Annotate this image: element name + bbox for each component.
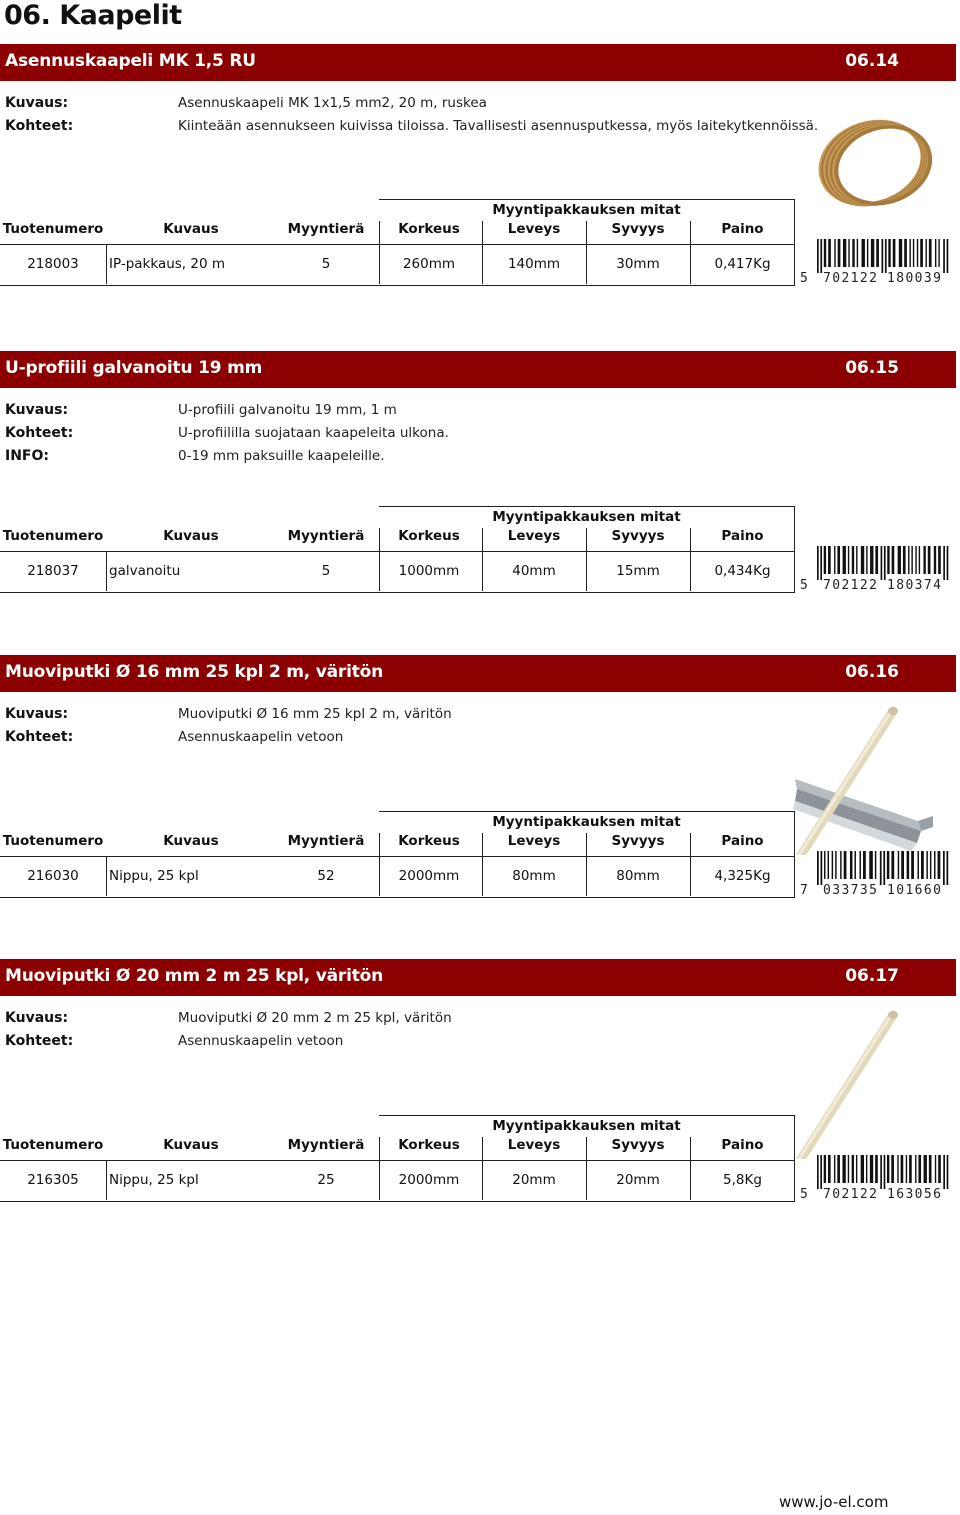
kohteet-label: Kohteet: [5, 729, 74, 745]
column-header-leveys: Leveys [507, 833, 561, 849]
kuvaus-label: Kuvaus: [5, 706, 69, 722]
column-header-syvyys: Syvyys [611, 1137, 665, 1153]
cell-leveys: 20mm [512, 1172, 556, 1188]
table-header-row [0, 528, 795, 548]
cell-tuotenumero: 218037 [27, 563, 79, 579]
cell-korkeus: 1000mm [398, 563, 460, 579]
table-header-row [0, 833, 795, 853]
table-row [0, 551, 795, 593]
column-header-tuotenumero: Tuotenumero [2, 528, 104, 544]
product-section [0, 44, 960, 344]
product-code: 06.17 [845, 966, 899, 986]
product-table [0, 811, 795, 899]
product-table [0, 199, 795, 287]
barcode-digits-left: 702122 [823, 1187, 879, 1202]
packaging-dimensions-header: Myyntipakkauksen mitat [379, 1115, 794, 1138]
column-header-kuvaus: Kuvaus [163, 221, 219, 237]
cell-korkeus: 2000mm [398, 1172, 460, 1188]
plastic-tube-image [793, 705, 903, 855]
barcode-bars [817, 851, 950, 885]
kohteet-label: Kohteet: [5, 1033, 74, 1049]
product-section [0, 655, 960, 955]
website-url[interactable]: www.jo-el.com [779, 1493, 889, 1511]
column-header-syvyys: Syvyys [611, 528, 665, 544]
cell-leveys: 140mm [507, 256, 561, 272]
barcode-digit-first: 5 [800, 1187, 808, 1202]
cell-tuotenumero: 216305 [27, 1172, 79, 1188]
product-target: Asennuskaapelin vetoon [178, 729, 344, 745]
product-header-bar [0, 959, 956, 996]
barcode-digit-first: 5 [800, 271, 808, 286]
cell-myyntiera: 25 [317, 1172, 335, 1188]
column-header-myyntiera: Myyntierä [287, 221, 365, 237]
cable-coil-image [800, 94, 950, 244]
cell-kuvaus: Nippu, 25 kpl [109, 868, 199, 884]
barcode-digits-left: 702122 [823, 271, 879, 286]
barcode-digits-right: 180039 [887, 271, 943, 286]
column-header-syvyys: Syvyys [611, 833, 665, 849]
product-title: Asennuskaapeli MK 1,5 RU [5, 51, 256, 71]
plastic-tube-image [793, 1009, 903, 1159]
cell-paino: 5,8Kg [723, 1172, 762, 1188]
product-description: Muoviputki Ø 16 mm 25 kpl 2 m, väritön [178, 706, 452, 722]
barcode [797, 851, 952, 899]
product-code: 06.15 [845, 358, 899, 378]
product-description: U-profiili galvanoitu 19 mm, 1 m [178, 402, 397, 418]
cell-kuvaus: galvanoitu [109, 563, 181, 579]
column-header-leveys: Leveys [507, 1137, 561, 1153]
column-header-tuotenumero: Tuotenumero [2, 833, 104, 849]
column-header-korkeus: Korkeus [398, 221, 460, 237]
packaging-dimensions-header: Myyntipakkauksen mitat [379, 811, 794, 834]
page-title: 06. Kaapelit [4, 0, 182, 31]
column-header-tuotenumero: Tuotenumero [2, 1137, 104, 1153]
product-header-bar [0, 351, 956, 388]
cell-paino: 0,434Kg [714, 563, 771, 579]
column-header-korkeus: Korkeus [398, 1137, 460, 1153]
column-header-syvyys: Syvyys [611, 221, 665, 237]
barcode-digits-right: 101660 [887, 883, 943, 898]
product-target: U-profiililla suojataan kaapeleita ulkona. [178, 425, 449, 441]
product-header-bar [0, 44, 956, 81]
kohteet-label: Kohteet: [5, 425, 74, 441]
product-table [0, 1115, 795, 1203]
cell-kuvaus: IP-pakkaus, 20 m [109, 256, 226, 272]
barcode-digit-first: 5 [800, 578, 808, 593]
product-title: Muoviputki Ø 20 mm 2 m 25 kpl, väritön [5, 966, 384, 986]
column-header-myyntiera: Myyntierä [287, 1137, 365, 1153]
cell-paino: 0,417Kg [714, 256, 771, 272]
cell-myyntiera: 5 [321, 256, 331, 272]
packaging-dimensions-header: Myyntipakkauksen mitat [379, 199, 794, 222]
product-title: U-profiili galvanoitu 19 mm [5, 358, 263, 378]
column-header-korkeus: Korkeus [398, 833, 460, 849]
column-header-myyntiera: Myyntierä [287, 528, 365, 544]
product-target: Asennuskaapelin vetoon [178, 1033, 344, 1049]
cell-tuotenumero: 216030 [27, 868, 79, 884]
column-header-paino: Paino [721, 1137, 764, 1153]
table-row [0, 244, 795, 286]
kuvaus-label: Kuvaus: [5, 95, 69, 111]
cell-syvyys: 15mm [616, 563, 660, 579]
product-description: Asennuskaapeli MK 1x1,5 mm2, 20 m, ruskea [178, 95, 487, 111]
packaging-dimensions-header: Myyntipakkauksen mitat [379, 506, 794, 529]
table-row [0, 856, 795, 898]
barcode-digits-left: 033735 [823, 883, 879, 898]
cell-myyntiera: 5 [321, 563, 331, 579]
cell-leveys: 80mm [512, 868, 556, 884]
product-section [0, 351, 960, 651]
barcode [797, 546, 952, 594]
column-header-leveys: Leveys [507, 528, 561, 544]
table-header-row [0, 1137, 795, 1157]
column-header-kuvaus: Kuvaus [163, 1137, 219, 1153]
product-title: Muoviputki Ø 16 mm 25 kpl 2 m, väritön [5, 662, 384, 682]
product-code: 06.16 [845, 662, 899, 682]
barcode-bars [817, 239, 950, 273]
column-header-tuotenumero: Tuotenumero [2, 221, 104, 237]
cell-tuotenumero: 218003 [27, 256, 79, 272]
column-header-kuvaus: Kuvaus [163, 833, 219, 849]
product-section [0, 959, 960, 1259]
cell-paino: 4,325Kg [714, 868, 771, 884]
barcode-digits-left: 702122 [823, 578, 879, 593]
product-table [0, 506, 795, 594]
product-description: Muoviputki Ø 20 mm 2 m 25 kpl, väritön [178, 1010, 452, 1026]
column-header-leveys: Leveys [507, 221, 561, 237]
cell-myyntiera: 52 [317, 868, 335, 884]
kuvaus-label: Kuvaus: [5, 402, 69, 418]
cell-korkeus: 2000mm [398, 868, 460, 884]
product-header-bar [0, 655, 956, 692]
cell-syvyys: 20mm [616, 1172, 660, 1188]
cell-kuvaus: Nippu, 25 kpl [109, 1172, 199, 1188]
cell-korkeus: 260mm [402, 256, 456, 272]
cell-syvyys: 80mm [616, 868, 660, 884]
cell-leveys: 40mm [512, 563, 556, 579]
column-header-paino: Paino [721, 221, 764, 237]
column-header-paino: Paino [721, 833, 764, 849]
cell-syvyys: 30mm [616, 256, 660, 272]
barcode-bars [817, 1155, 950, 1189]
table-header-row [0, 221, 795, 241]
column-header-myyntiera: Myyntierä [287, 833, 365, 849]
barcode-digits-right: 163056 [887, 1187, 943, 1202]
info-label: INFO: [5, 448, 49, 464]
column-header-kuvaus: Kuvaus [163, 528, 219, 544]
column-header-paino: Paino [721, 528, 764, 544]
kohteet-label: Kohteet: [5, 118, 74, 134]
barcode-bars [817, 546, 950, 580]
barcode-digit-first: 7 [800, 883, 808, 898]
barcode [797, 1155, 952, 1203]
product-code: 06.14 [845, 51, 899, 71]
table-row [0, 1160, 795, 1202]
product-target: Kiinteään asennukseen kuivissa tiloissa. Tavallisesti asennusputkessa, myös laitekytkennöissä. [178, 118, 819, 134]
product-info: 0-19 mm paksuille kaapeleille. [178, 448, 385, 464]
barcode-digits-right: 180374 [887, 578, 943, 593]
barcode [797, 239, 952, 287]
kuvaus-label: Kuvaus: [5, 1010, 69, 1026]
column-header-korkeus: Korkeus [398, 528, 460, 544]
